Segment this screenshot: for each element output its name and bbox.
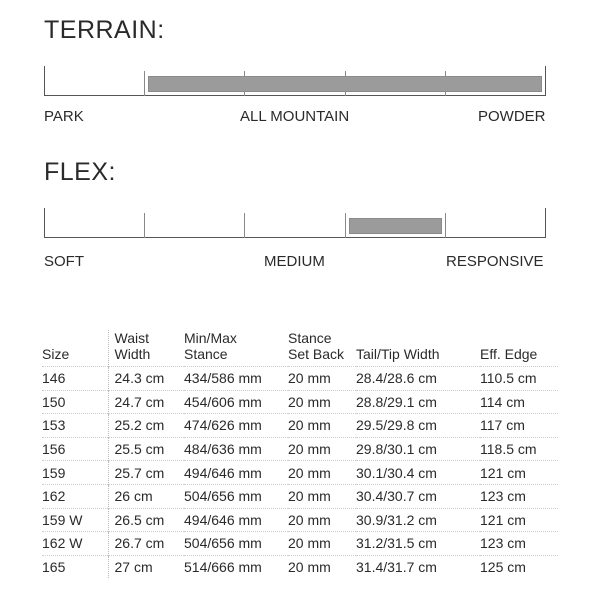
table-row xyxy=(42,437,558,461)
table-cell: 153 xyxy=(42,417,66,434)
terrain-heading: TERRAIN: xyxy=(44,16,165,44)
flex-label-medium: MEDIUM xyxy=(264,253,325,270)
table-cell: 26 cm xyxy=(108,484,184,508)
table-cell: 20 mm xyxy=(288,488,331,505)
table-cell: 118.5 cm xyxy=(480,441,537,458)
table-row xyxy=(42,555,558,578)
specs-body xyxy=(42,367,558,579)
flex-label-responsive: RESPONSIVE xyxy=(446,253,544,270)
header-tail-tip-width: Tail/Tip Width xyxy=(356,346,440,362)
flex-tick xyxy=(44,208,45,238)
table-cell: 504/656 mm xyxy=(184,535,262,552)
table-cell: 29.5/29.8 cm xyxy=(356,417,437,434)
flex-scale xyxy=(44,208,546,238)
table-cell: 494/646 mm xyxy=(184,511,262,528)
flex-tick xyxy=(144,213,145,238)
flex-range-bar xyxy=(349,218,441,234)
table-cell: 20 mm xyxy=(288,511,331,528)
table-cell: 24.7 cm xyxy=(108,390,184,414)
table-cell: 25.7 cm xyxy=(108,461,184,485)
table-cell: 504/656 mm xyxy=(184,488,262,505)
table-cell: 146 xyxy=(42,370,66,387)
flex-tick xyxy=(445,213,446,238)
terrain-label-powder: POWDER xyxy=(478,108,546,125)
flex-baseline xyxy=(44,237,546,238)
terrain-label-all-mountain: ALL MOUNTAIN xyxy=(240,108,350,125)
flex-tick xyxy=(244,213,245,238)
table-cell: 121 cm xyxy=(480,464,526,481)
table-cell: 27 cm xyxy=(108,555,184,578)
table-cell: 20 mm xyxy=(288,464,331,481)
specs-table xyxy=(42,330,558,578)
table-cell: 121 cm xyxy=(480,511,526,528)
flex-tick xyxy=(545,208,546,238)
table-cell: 434/586 mm xyxy=(184,370,262,387)
terrain-tick xyxy=(545,66,546,96)
table-cell: 25.2 cm xyxy=(108,414,184,438)
table-row xyxy=(42,508,558,532)
table-cell: 454/606 mm xyxy=(184,393,262,410)
table-cell: 123 cm xyxy=(480,488,526,505)
table-row xyxy=(42,461,558,485)
table-cell: 165 xyxy=(42,559,66,576)
terrain-scale xyxy=(44,66,546,96)
table-row xyxy=(42,390,558,414)
flex-heading: FLEX: xyxy=(44,158,116,186)
table-cell: 20 mm xyxy=(288,393,331,410)
table-cell: 25.5 cm xyxy=(108,437,184,461)
table-cell: 110.5 cm xyxy=(480,370,537,387)
table-cell: 28.8/29.1 cm xyxy=(356,393,437,410)
table-cell: 20 mm xyxy=(288,370,331,387)
table-cell: 114 cm xyxy=(480,393,525,410)
table-cell: 28.4/28.6 cm xyxy=(356,370,437,387)
table-cell: 30.1/30.4 cm xyxy=(356,464,437,481)
table-cell: 125 cm xyxy=(480,559,526,576)
terrain-label-park: PARK xyxy=(44,108,84,125)
table-cell: 474/626 mm xyxy=(184,417,262,434)
header-min-max-stance: Min/Max Stance xyxy=(184,330,237,362)
table-cell: 20 mm xyxy=(288,559,331,576)
table-cell: 30.4/30.7 cm xyxy=(356,488,437,505)
table-cell: 494/646 mm xyxy=(184,464,262,481)
terrain-range-bar xyxy=(148,76,542,92)
table-cell: 162 xyxy=(42,488,66,505)
table-cell: 159 xyxy=(42,464,66,481)
table-cell: 150 xyxy=(42,393,66,410)
table-cell: 29.8/30.1 cm xyxy=(356,441,437,458)
table-cell: 20 mm xyxy=(288,417,331,434)
table-cell: 123 cm xyxy=(480,535,526,552)
table-cell: 514/666 mm xyxy=(184,559,262,576)
table-row xyxy=(42,367,558,391)
table-cell: 20 mm xyxy=(288,535,331,552)
header-waist-width: Waist Width xyxy=(108,330,184,367)
table-cell: 162 W xyxy=(42,535,83,552)
terrain-tick xyxy=(144,71,145,96)
terrain-tick xyxy=(44,66,45,96)
table-row xyxy=(42,532,558,556)
table-cell: 117 cm xyxy=(480,417,525,434)
table-cell: 26.5 cm xyxy=(108,508,184,532)
table-cell: 26.7 cm xyxy=(108,532,184,556)
table-cell: 484/636 mm xyxy=(184,441,262,458)
table-cell: 159 W xyxy=(42,511,83,528)
specs-header-row xyxy=(42,330,558,367)
table-cell: 24.3 cm xyxy=(108,367,184,391)
header-stance-set-back: Stance Set Back xyxy=(288,330,345,362)
table-cell: 31.4/31.7 cm xyxy=(356,559,437,576)
table-cell: 31.2/31.5 cm xyxy=(356,535,437,552)
flex-label-soft: SOFT xyxy=(44,253,84,270)
table-cell: 30.9/31.2 cm xyxy=(356,511,437,528)
table-cell: 156 xyxy=(42,441,66,458)
table-cell: 20 mm xyxy=(288,441,331,458)
table-row xyxy=(42,484,558,508)
header-size: Size xyxy=(42,346,70,362)
terrain-baseline xyxy=(44,95,546,96)
flex-tick xyxy=(345,213,346,238)
header-eff-edge: Eff. Edge xyxy=(480,346,538,362)
table-row xyxy=(42,414,558,438)
